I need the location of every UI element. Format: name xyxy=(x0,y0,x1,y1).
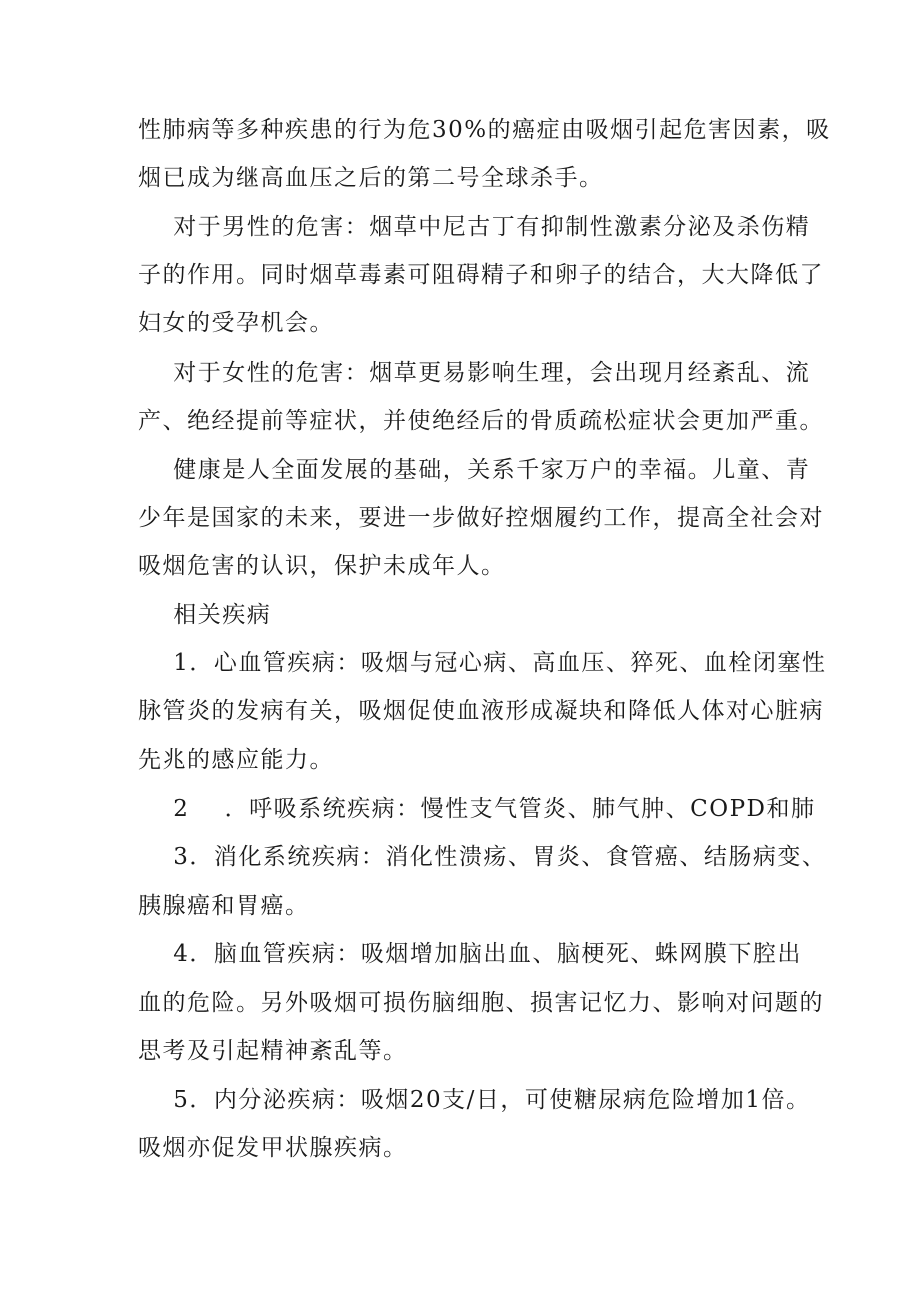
text-line: 对于女性的危害：烟草更易影响生理，会出现月经紊乱、流 xyxy=(138,360,811,386)
list-item: 4．脑血管疾病：吸烟增加脑出血、脑梗死、蛛网膜下腔出 xyxy=(138,941,802,967)
list-item: 1．心血管疾病：吸烟与冠心病、高血压、猝死、血栓闭塞性 xyxy=(138,650,827,676)
text-line: 先兆的感应能力。 xyxy=(138,747,334,773)
text-line: 思考及引起精神紊乱等。 xyxy=(138,1038,408,1064)
text-line: 健康是人全面发展的基础，关系千家万户的幸福。儿童、青 xyxy=(138,457,811,483)
list-item: 3．消化系统疾病：消化性溃疡、胃炎、食管癌、结肠病变、 xyxy=(138,844,827,870)
text-line: 子的作用。同时烟草毒素可阻碍精子和卵子的结合，大大降低了 xyxy=(138,262,824,288)
section-heading: 相关疾病 xyxy=(138,602,272,628)
list-item: 2 ．呼吸系统疾病：慢性支气管炎、肺气肿、COPD和肺 xyxy=(138,796,816,822)
list-item: 5．内分泌疾病：吸烟20支/日，可使糖尿病危险增加1倍。 xyxy=(138,1087,811,1113)
text-line: 血的危险。另外吸烟可损伤脑细胞、损害记忆力、影响对问题的 xyxy=(138,990,824,1016)
text-line: 胰腺癌和胃癌。 xyxy=(138,893,310,919)
text-line: 少年是国家的未来，要进一步做好控烟履约工作，提高全社会对 xyxy=(138,505,824,531)
text-line: 对于男性的危害：烟草中尼古丁有抑制性激素分泌及杀伤精 xyxy=(138,214,811,240)
text-line: 脉管炎的发病有关，吸烟促使血液形成凝块和降低人体对心脏病 xyxy=(138,698,824,724)
text-line: 烟已成为继高血压之后的第二号全球杀手。 xyxy=(138,165,604,191)
text-line: 吸烟亦促发甲状腺疾病。 xyxy=(138,1135,408,1161)
text-line: 吸烟危害的认识，保护未成年人。 xyxy=(138,553,506,579)
text-line: 妇女的受孕机会。 xyxy=(138,310,334,336)
text-line: 性肺病等多种疾患的行为危30%的癌症由吸烟引起危害因素，吸 xyxy=(138,117,831,143)
text-line: 产、绝经提前等症状，并使绝经后的骨质疏松症状会更加严重。 xyxy=(138,408,824,434)
